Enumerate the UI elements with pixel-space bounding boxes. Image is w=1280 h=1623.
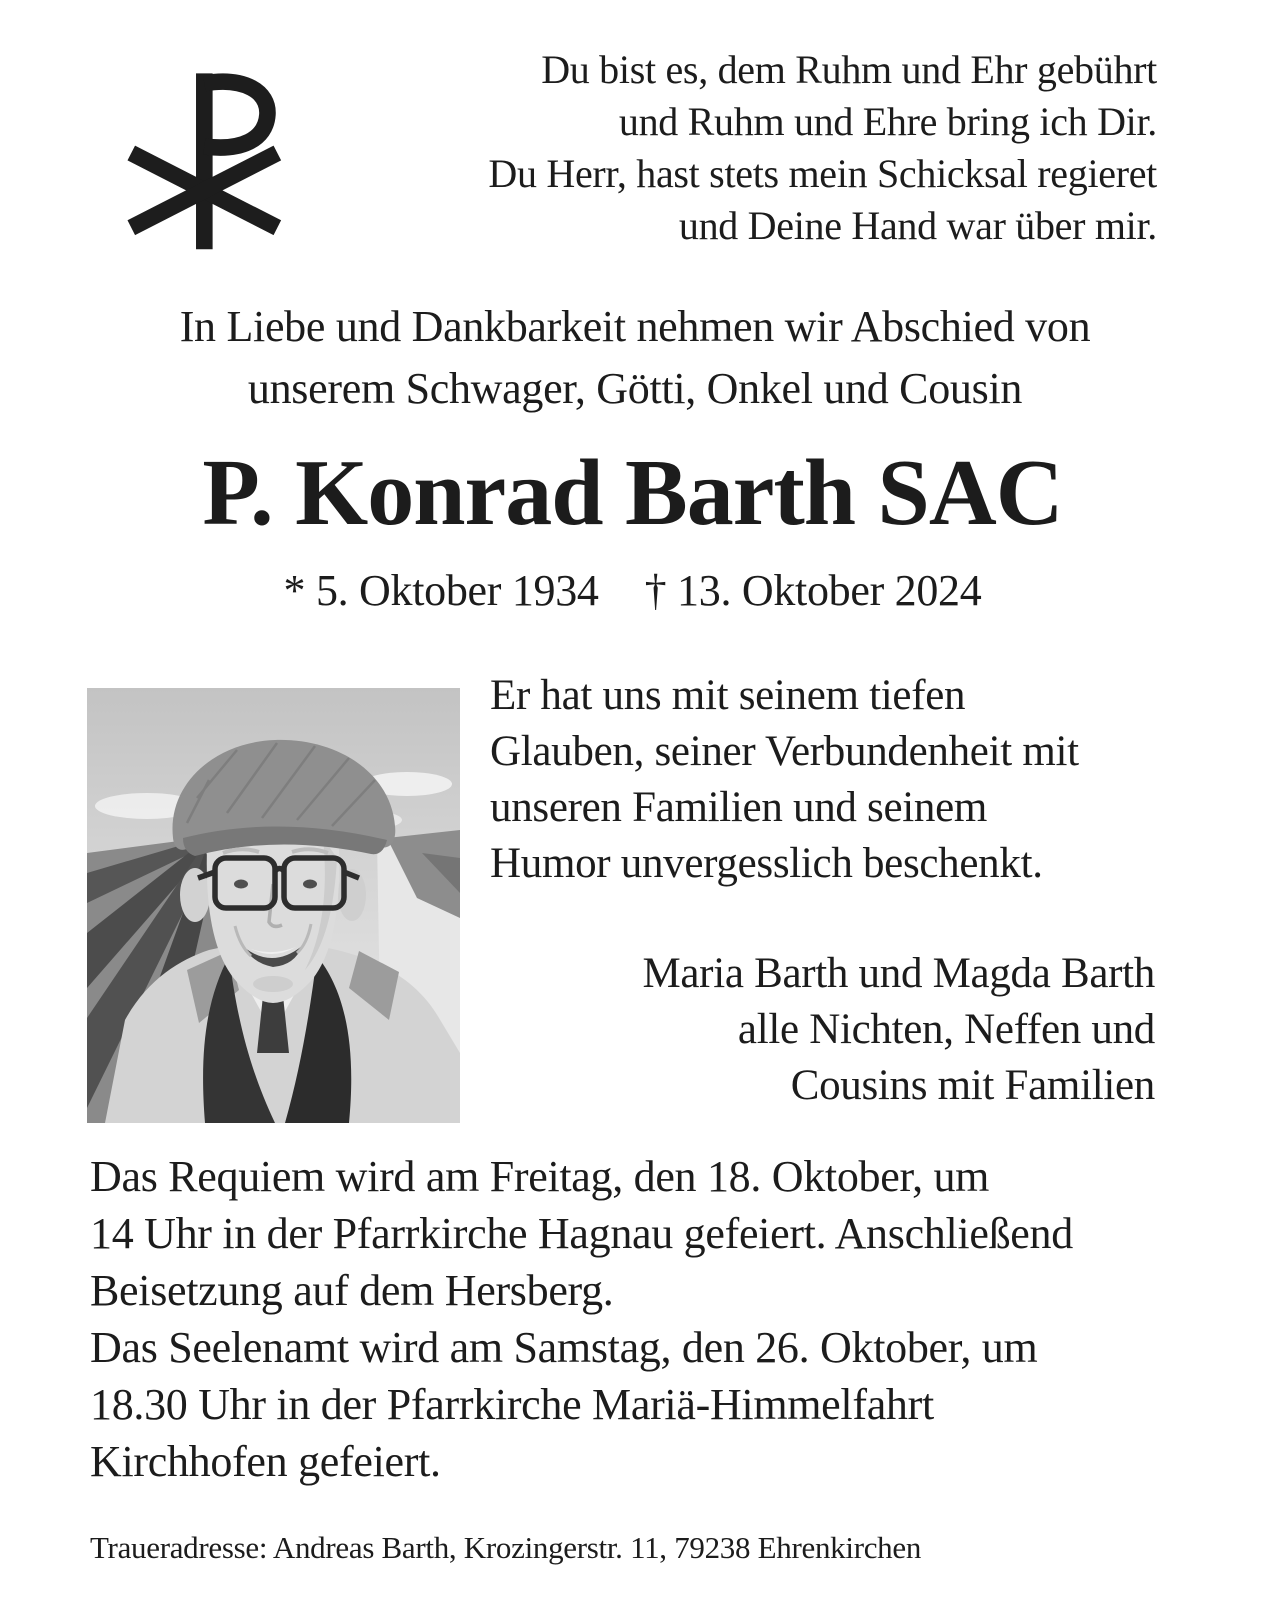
tribute-text	[490, 668, 1079, 892]
birth-date: * 5. Oktober 1934	[283, 566, 599, 615]
mourners-line: Maria Barth und Magda Barth	[642, 950, 1155, 997]
mourners-line: Cousins mit Familien	[790, 1062, 1155, 1109]
tribute-line: unseren Familien und seinem	[490, 784, 988, 831]
portrait-photo-illustration	[87, 688, 460, 1123]
service-line: Das Requiem wird am Freitag, den 18. Oktober, um	[90, 1152, 990, 1201]
life-dates	[0, 562, 1265, 620]
service-line: 14 Uhr in der Pfarrkirche Hagnau gefeiert. Anschließend	[90, 1209, 1073, 1258]
service-line: 18.30 Uhr in der Pfarrkirche Mariä-Himmelfahrt	[90, 1380, 934, 1429]
chi-rho-icon	[118, 70, 284, 250]
chi-rho-icon-svg	[118, 70, 284, 253]
farewell-intro	[0, 296, 1270, 420]
mourners-list	[642, 946, 1155, 1114]
mourners-line: alle Nichten, Neffen und	[737, 1006, 1155, 1053]
service-line: Beisetzung auf dem Hersberg.	[90, 1266, 614, 1315]
service-line: Das Seelenamt wird am Samstag, den 26. Oktober, um	[90, 1323, 1038, 1372]
mourning-address: Traueradresse: Andreas Barth, Krozingerstr. 11, 79238 Ehrenkirchen	[90, 1530, 922, 1565]
verse-line: Du Herr, hast stets mein Schicksal regieret	[488, 151, 1157, 196]
portrait-photo	[87, 688, 460, 1123]
tribute-line: Er hat uns mit seinem tiefen	[490, 672, 966, 719]
tribute-line: Glauben, seiner Verbundenheit mit	[490, 728, 1079, 775]
opening-verse	[488, 44, 1157, 252]
deceased-name: P. Konrad Barth SAC	[202, 441, 1063, 545]
verse-line: und Ruhm und Ehre bring ich Dir.	[618, 99, 1157, 144]
verse-line: und Deine Hand war über mir.	[678, 203, 1157, 248]
service-line: Kirchhofen gefeiert.	[90, 1437, 441, 1486]
verse-line: Du bist es, dem Ruhm und Ehr gebührt	[541, 47, 1157, 92]
service-details	[90, 1148, 1073, 1490]
death-date: † 13. Oktober 2024	[644, 566, 982, 615]
intro-line: unserem Schwager, Götti, Onkel und Cousin	[247, 364, 1023, 413]
tribute-line: Humor unvergesslich beschenkt.	[490, 840, 1043, 887]
intro-line: In Liebe und Dankbarkeit nehmen wir Abschied von	[179, 302, 1091, 351]
